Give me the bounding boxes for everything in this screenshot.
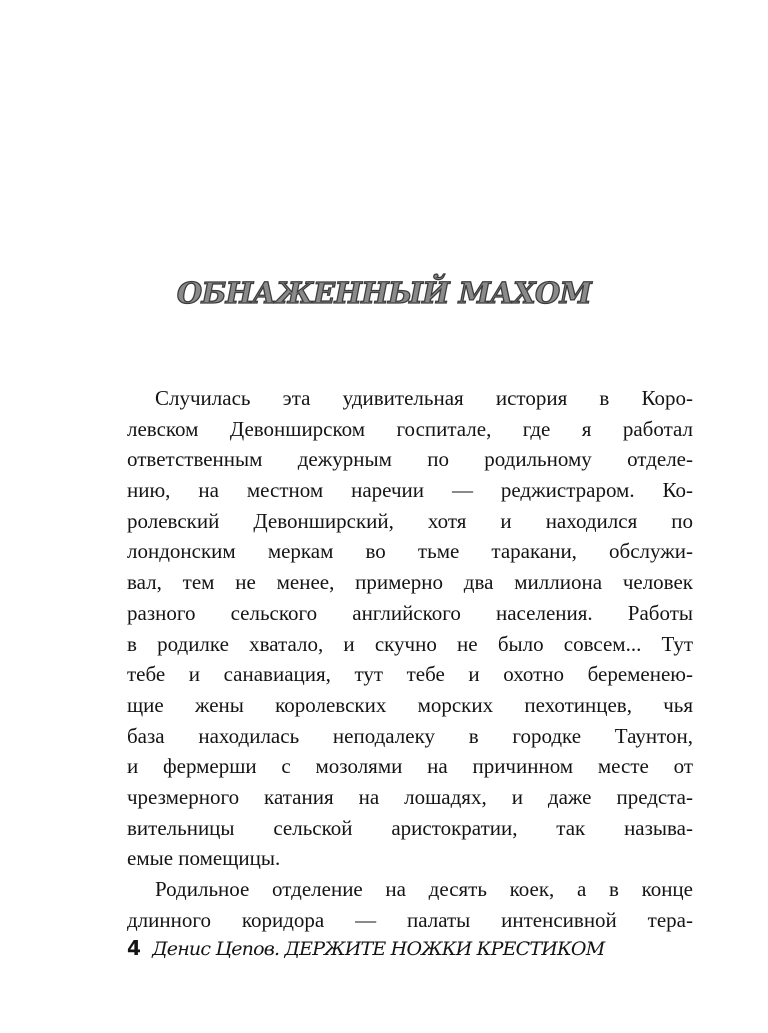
running-head: Денис Цепов. ДЕРЖИТЕ НОЖКИ КРЕСТИКОМ	[152, 938, 605, 960]
text-line: емые помещицы.	[127, 846, 281, 871]
text-line: щие жены королевских морских пехотинцев, чья	[127, 692, 693, 717]
page-footer	[127, 936, 604, 960]
body-text	[127, 383, 693, 935]
text-line: Случилась эта удивительная история в Коро-	[155, 386, 693, 410]
text-line: тебе и санавиация, тут тебе и охотно беременею-	[127, 662, 693, 687]
text-line: ответственным дежурным по родильному отделе-	[127, 447, 693, 472]
text-line: нию, на местном наречии — реджистраром. Ко-	[127, 478, 693, 503]
page-number: 4	[127, 936, 141, 960]
text-line: база находилась неподалеку в городке Таунтон,	[127, 723, 693, 748]
text-line: в родилке хватало, и скучно не было совсем... Тут	[127, 631, 693, 656]
text-line: ролевский Девонширский, хотя и находился по	[127, 508, 693, 533]
text-line: Родильное отделение на десять коек, а в конце	[155, 877, 693, 901]
text-line: вительницы сельской аристократии, так называ-	[127, 815, 693, 840]
text-line: разного сельского английского населения. Работы	[127, 600, 693, 625]
text-line: и фермерши с мозолями на причинном месте от	[127, 754, 693, 779]
text-line: длинного коридора — палаты интенсивной тера-	[127, 907, 693, 932]
text-line: лондонским меркам во тьме таракани, обслужи-	[127, 539, 693, 564]
chapter-title: ОБНАЖЕННЫЙ МАХОМ	[176, 276, 592, 310]
text-line: вал, тем не менее, примерно два миллиона человек	[127, 570, 693, 595]
text-line: чрезмерного катания на лошадях, и даже предста-	[127, 784, 693, 809]
text-line: левском Девонширском госпитале, где я работал	[127, 416, 693, 441]
